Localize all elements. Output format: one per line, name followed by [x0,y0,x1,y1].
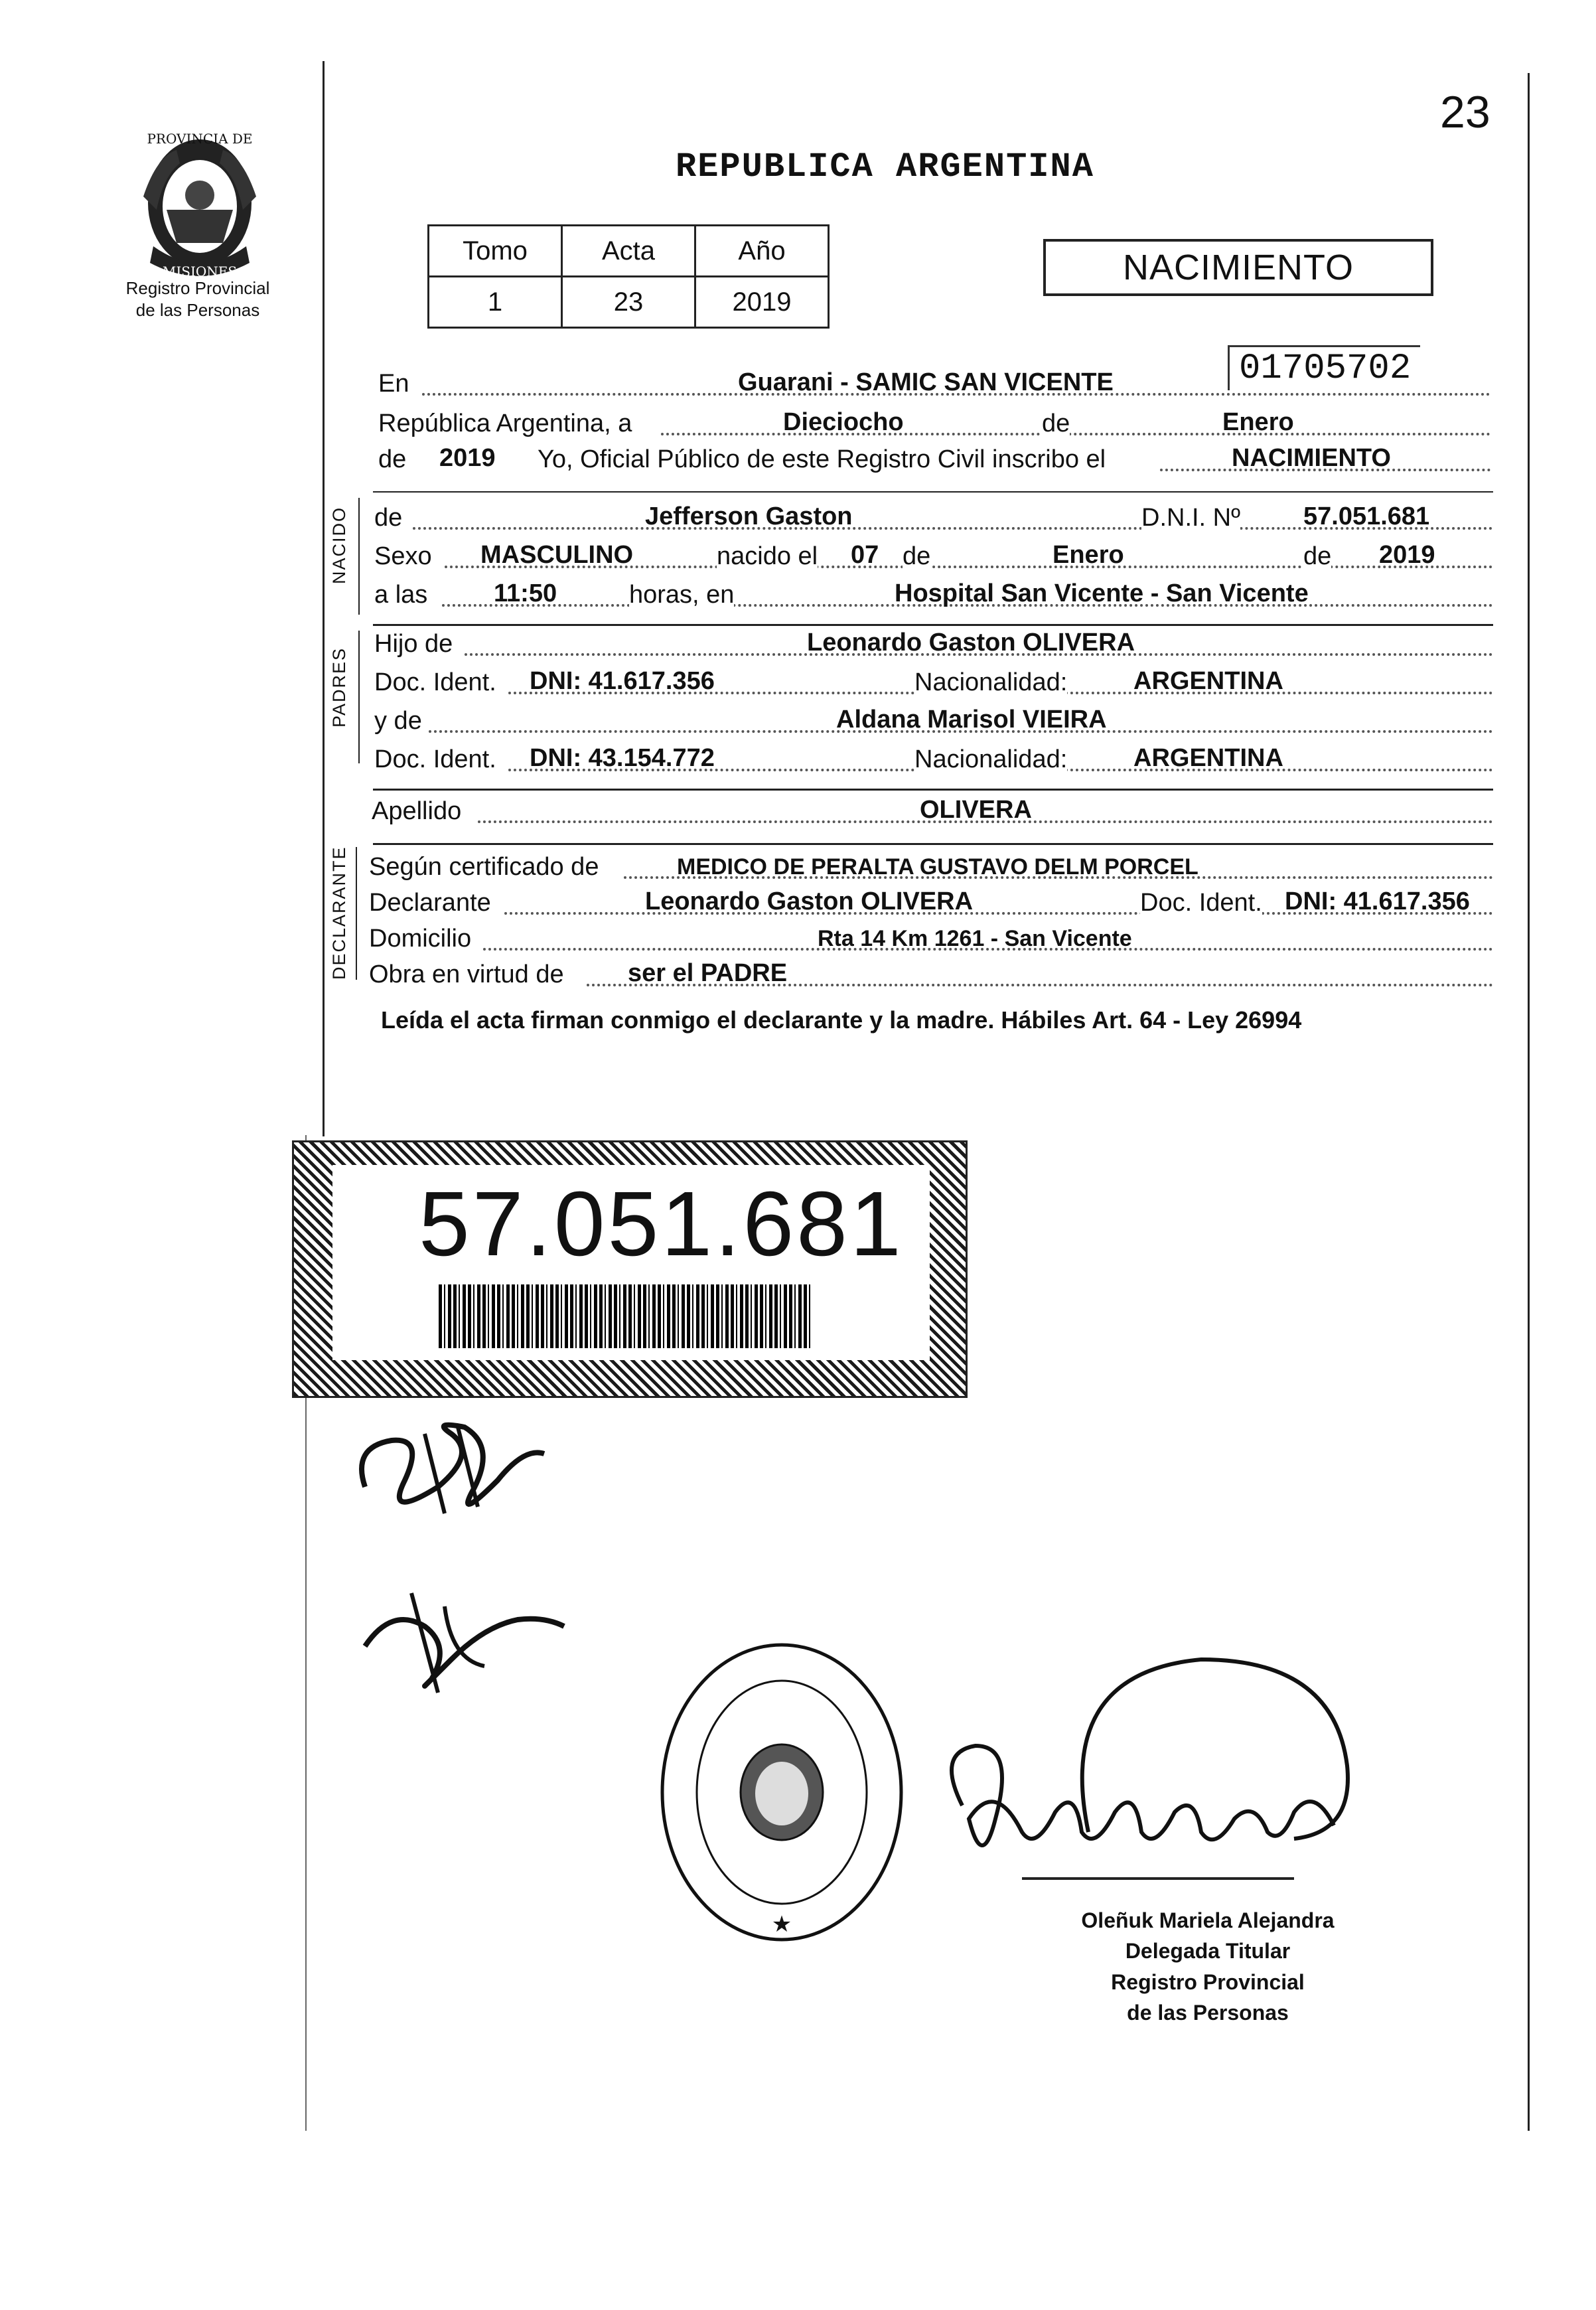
value-apellido: OLIVERA [920,796,1032,824]
value-father-name: Leonardo Gaston OLIVERA [807,629,1135,656]
value-father-nationality: ARGENTINA [1133,667,1283,695]
label-horas-en: horas, en [629,581,735,609]
signature-official [922,1633,1374,1912]
row-hora [372,575,1493,615]
registry-label-acta: Acta [562,226,695,277]
label-yo: Yo, Oficial Público de este Registro Civil inscribo el [538,445,1106,473]
separator-line [373,789,1493,791]
value-domicilio: Rta 14 Km 1261 - San Vicente [818,926,1132,951]
page-number: 23 [1440,87,1490,137]
value-time: 11:50 [494,579,557,607]
row-apellido [369,791,1493,831]
label-declarante: Declarante [369,889,491,917]
signature-madre [352,1580,571,1699]
label-domicilio: Domicilio [369,925,472,953]
record-type-box: NACIMIENTO [1043,239,1433,296]
svg-text:★: ★ [771,1912,792,1937]
official-office-2: de las Personas [1127,2001,1289,2025]
right-margin-line [1528,73,1530,2131]
row-place [376,364,1490,404]
section-line-padres [358,631,360,763]
value-year: 2019 [439,444,496,472]
label-apellido: Apellido [372,797,462,825]
document-title: REPUBLICA ARGENTINA [676,147,1094,187]
side-label-padres: PADRES [329,647,349,728]
separator-line [373,843,1493,845]
value-child-dni: 57.051.681 [1303,502,1430,530]
label-doc-ident: Doc. Ident. [374,668,496,696]
value-sexo: MASCULINO [480,541,634,569]
label-en: En [378,370,409,398]
dni-number: 57.051.681 [419,1173,904,1275]
barcode [439,1284,810,1348]
row-sexo [372,536,1493,576]
label-obra: Obra en virtud de [369,961,564,988]
label-doc-ident-declarante: Doc. Ident. [1140,889,1262,917]
official-signature-block [1035,1905,1380,2029]
legal-note: Leída el acta firman conmigo el declarante y la madre. Hábiles Art. 64 - Ley 26994 [381,1006,1302,1034]
separator-line [373,491,1493,493]
official-title: Delegada Titular [1125,1939,1291,1964]
label-republica: República Argentina, a [378,410,632,437]
signature-declarante [345,1407,571,1540]
label-dni: D.N.I. Nº [1141,504,1240,532]
registry-value-ano: 2019 [695,277,829,328]
value-father-doc: DNI: 41.617.356 [530,667,715,695]
label-de-year2: de [1303,542,1332,570]
provincial-crest [117,117,283,283]
value-mother-name: Aldana Marisol VIEIRA [836,706,1107,733]
value-birth-day: 07 [851,541,879,569]
value-birth-month: Enero [1052,541,1124,569]
dni-number-block [292,1140,968,1398]
crest-emblem-icon [117,117,283,283]
label-de: de [1042,410,1070,437]
label-de-year: de [378,445,407,473]
section-line-declarante [356,847,357,980]
row-year [376,439,1490,479]
crest-caption [111,277,284,321]
row-domicilio [366,919,1493,959]
value-obra: ser el PADRE [628,959,788,987]
left-margin-line [323,61,325,1136]
crest-caption-line1: Registro Provincial [125,278,270,298]
value-act-type: NACIMIENTO [1232,444,1391,472]
svg-text:MISIONES: MISIONES [162,264,238,279]
value-child-name: Jefferson Gaston [645,502,853,530]
label-de-nacido: de [374,504,403,532]
value-mother-doc: DNI: 43.154.772 [530,744,715,772]
value-month: Enero [1222,408,1294,436]
row-declarante [366,883,1493,923]
label-sexo: Sexo [374,542,432,570]
official-name: Oleñuk Mariela Alejandra [1081,1908,1335,1932]
label-nacido-el: nacido el [717,542,818,570]
serial-number: 01705702 [1228,345,1420,390]
row-father-doc [372,662,1493,702]
label-doc-ident-mother: Doc. Ident. [374,745,496,773]
value-birth-place: Hospital San Vicente - San Vicente [895,579,1309,607]
row-obra [366,955,1493,994]
row-mother [372,701,1493,741]
side-label-nacido: NACIDO [329,506,349,584]
section-line-nacido [358,498,360,615]
row-date [376,404,1490,443]
registry-label-tomo: Tomo [429,226,562,277]
value-declarante-name: Leonardo Gaston OLIVERA [645,887,974,915]
value-birth-year: 2019 [1379,541,1435,569]
registry-label-ano: Año [695,226,829,277]
dni-inner-panel [332,1165,930,1360]
label-hijo-de: Hijo de [374,630,453,658]
official-office: Registro Provincial [1111,1969,1305,1994]
registry-value-acta: 23 [562,277,695,328]
label-nacionalidad: Nacionalidad: [914,668,1068,696]
svg-text:PROVINCIA DE: PROVINCIA DE [147,131,253,147]
registry-value-tomo: 1 [429,277,562,328]
crest-caption-line2: de las Personas [135,299,260,320]
row-father [372,624,1493,664]
side-label-declarante: DECLARANTE [329,846,349,980]
label-de-month: de [903,542,931,570]
label-certificado: Según certificado de [369,853,599,881]
official-seal [656,1640,908,1945]
value-place: Guarani - SAMIC SAN VICENTE [738,368,1114,396]
row-mother-doc [372,739,1493,779]
label-a-las: a las [374,581,428,609]
value-declarante-doc: DNI: 41.617.356 [1285,887,1470,915]
label-nacionalidad-mother: Nacionalidad: [914,745,1068,773]
value-day-text: Dieciocho [783,408,904,436]
row-certificado [366,847,1493,887]
label-y-de: y de [374,707,422,735]
registry-table [427,224,830,329]
value-mother-nationality: ARGENTINA [1133,744,1283,772]
value-certificado: MEDICO DE PERALTA GUSTAVO DELM PORCEL [677,854,1198,880]
row-nacido-name [372,498,1493,538]
